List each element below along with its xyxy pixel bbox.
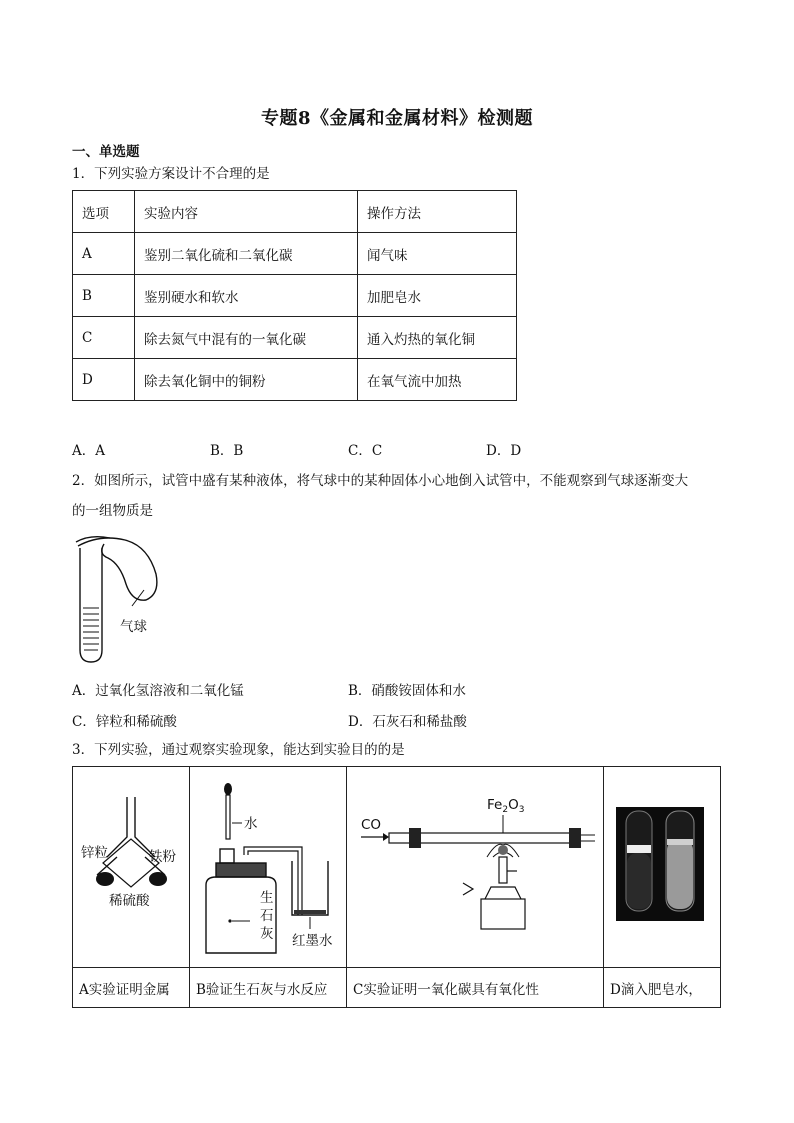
liquid-icon [83,608,99,650]
figure-b-apparatus [190,767,346,963]
q2-stem-line1: 2．如图所示，试管中盛有某种液体，将气球中的某种固体小心地倒入试管中，不能观察到气球逐渐变大 [72,473,689,489]
q2-option-a[interactable]: A．过氧化氢溶液和二氧化锰 [72,683,244,699]
balloon-icon [78,538,157,600]
balloon-label: 气球 [120,619,147,635]
q1-option-c[interactable]: C．C [348,443,383,459]
figure-cell-b [190,767,347,968]
label-lime-2: 石 [260,908,274,924]
table-row [73,317,517,359]
label-acid: 稀硫酸 [109,893,150,909]
label-co: CO [361,817,382,833]
table-header-row [73,191,517,233]
test-tube-icon [76,537,110,662]
page-title: 专题8《金属和金属材料》检测题 [260,108,534,129]
label-lime-1: 生 [260,890,274,906]
figure-cell-c [347,767,604,968]
q2-option-d[interactable]: D．石灰石和稀盐酸 [348,714,467,730]
label-leader-line [132,590,144,606]
table-cell: 除去氮气中混有的一氧化碳 [135,317,358,359]
table-row [73,275,517,317]
figure-row [73,767,721,968]
section-heading: 一、单选题 [72,144,140,160]
table-cell: 通入灼热的氧化铜 [358,317,517,359]
burner-icon [463,857,525,929]
caption-c: C实验证明一氧化碳具有氧化性 [347,968,604,1008]
arrow-right-icon [361,833,389,841]
table-cell: D [73,359,135,401]
q2-stem-line2: 的一组物质是 [72,503,153,519]
q3-table [72,766,721,1008]
figure-cell-a [73,767,190,968]
flame-icon [487,844,519,857]
q3-stem: 3．下列实验，通过观察实验现象，能达到实验目的的是 [72,742,405,758]
q1-stem: 1．下列实验方案设计不合理的是 [72,166,270,182]
table-row [73,359,517,401]
table-cell: 鉴别硬水和软水 [135,275,358,317]
flask-icon [96,872,167,886]
table-cell: 闻气味 [358,233,517,275]
q1-option-d[interactable]: D．D [486,443,522,459]
combustion-tube-icon [389,828,595,848]
table-row [73,233,517,275]
q1-option-a[interactable]: A．A [72,443,105,459]
label-zinc: 锌粒 [81,845,108,861]
caption-a: A实验证明金属 [73,968,190,1008]
label-lime-3: 灰 [260,926,274,942]
figure-d-photo [604,767,720,963]
figure-cell-d [604,767,721,968]
header-cell: 选项 [73,191,135,233]
label-ink: 红墨水 [292,933,333,949]
caption-b: B验证生石灰与水反应 [190,968,347,1008]
test-tube-left-icon [626,811,652,911]
table-cell: 加肥皂水 [358,275,517,317]
dropper-icon [224,783,232,839]
test-tube-right-icon [666,811,694,911]
figure-a-apparatus [73,767,189,963]
q1-option-b[interactable]: B．B [210,443,244,459]
label-water: 水 [244,816,258,832]
table-cell: 鉴别二氧化硫和二氧化碳 [135,233,358,275]
table-cell: C [73,317,135,359]
beaker-icon [292,861,328,915]
label-fe2o3: $Fe_2O_3$ [487,797,525,815]
q1-table [72,190,517,401]
test-tube-balloon-figure [70,530,180,670]
table-cell: 在氧气流中加热 [358,359,517,401]
table-cell: A [73,233,135,275]
table-cell: 除去氧化铜中的铜粉 [135,359,358,401]
q2-option-b[interactable]: B．硝酸铵固体和水 [348,683,466,699]
caption-row [73,968,721,1008]
q2-option-c[interactable]: C．锌粒和稀硫酸 [72,714,177,730]
caption-d: D滴入肥皂水， [604,968,721,1008]
label-iron: 铁粉 [149,849,176,865]
table-cell: B [73,275,135,317]
header-cell: 实验内容 [135,191,358,233]
header-cell: 操作方法 [358,191,517,233]
figure-c-apparatus [347,767,603,963]
